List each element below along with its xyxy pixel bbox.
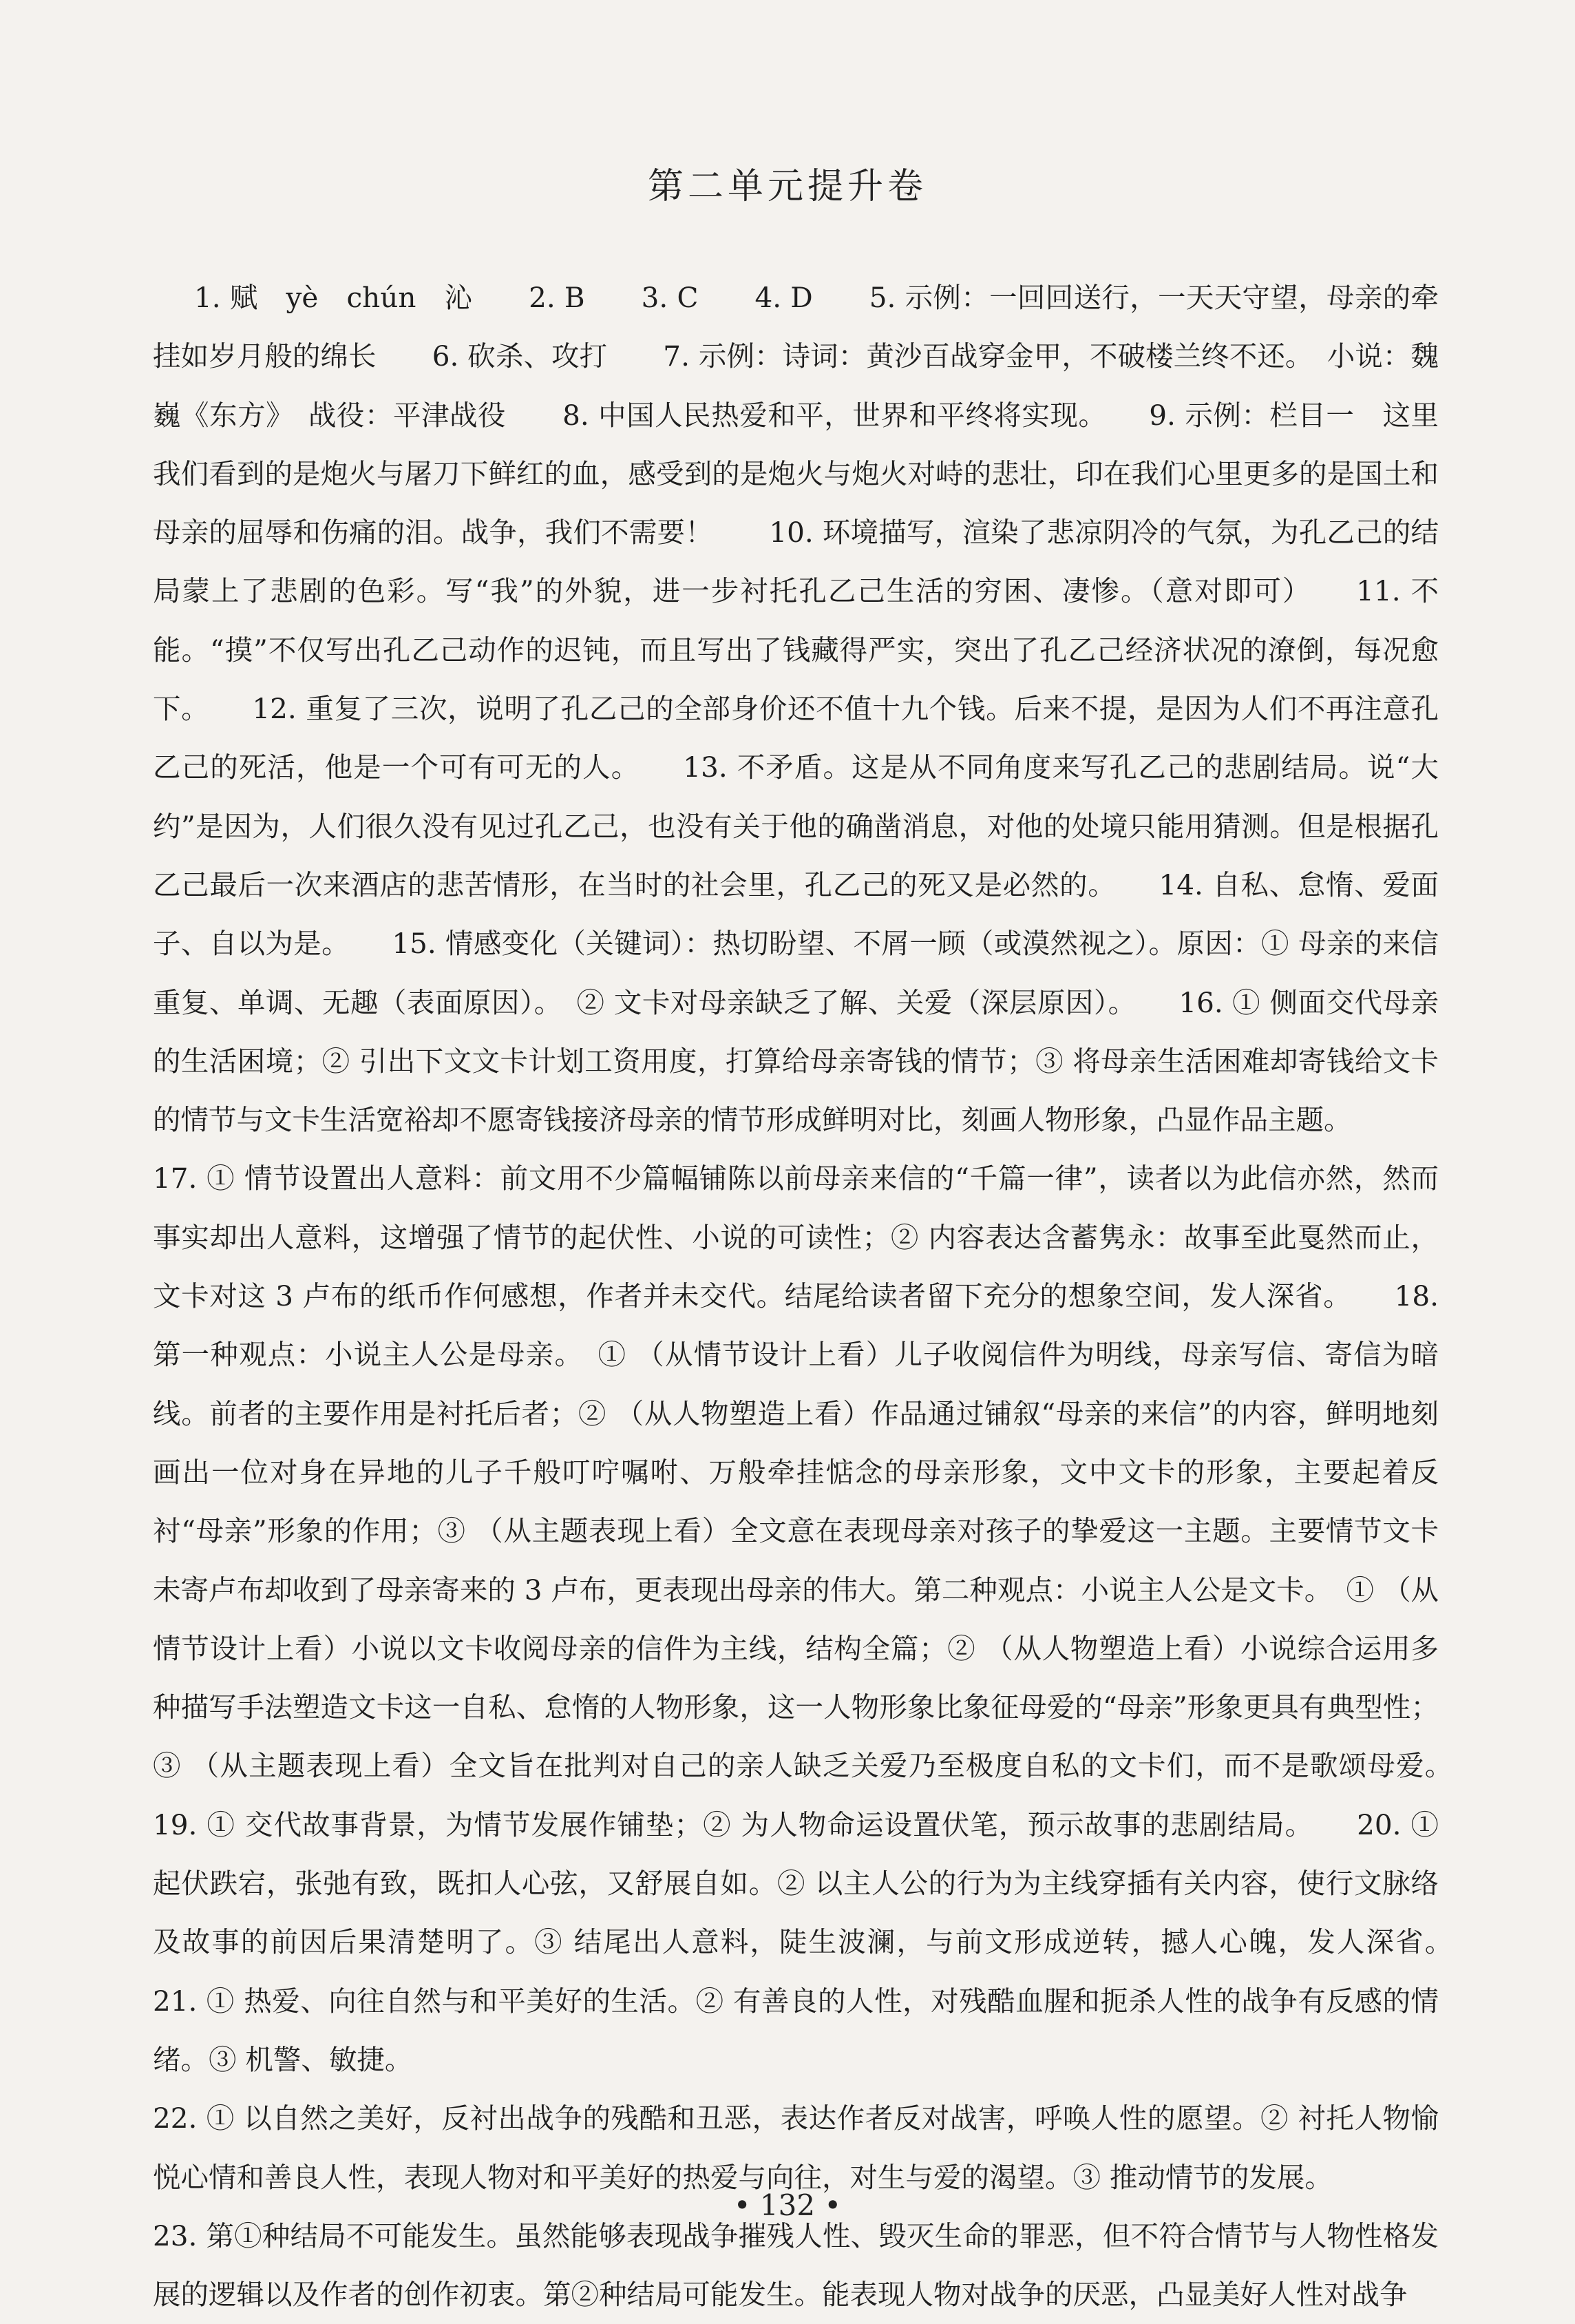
page-title: 第二单元提升卷 <box>647 166 927 207</box>
answer-content <box>153 269 1494 2324</box>
answer-paragraph-4: 23. 第①种结局不可能发生。虽然能够表现战争摧残人性、毁灭生命的罪恶，但不符合情节与人物性格发展的逻辑以及作者的创作初衷。第②种结局可能发生。能表现人物对战争的厌恶，凸显美好人性对战争 <box>153 2219 1439 2312</box>
answer-paragraph-2: 17. ① 情节设置出人意料：前文用不少篇幅铺陈以前母亲来信的“千篇一律”，读者以为此信亦然，然而事实却出人意料，这增强了情节的起伏性、小说的可读性；② 内容表达含蓄隽永：故事至此戛然而止，文卡对这 3 卢布的纸币作何感想，作者并未交代。结尾给读者留下充分的想象空间，发人深省。 18. 第一种观点：小说主人公是母亲。 ① （从情节设计上看）儿子收阅信件为明线，母亲写信、寄信为暗线。前者的主要作用是衬托后者；② （从人物塑造上看）作品通过铺叙“母亲的来信”的内容，鲜明地刻画出一位对身在异地的儿子千般叮咛嘱咐、万般牵挂惦念的母亲形象，文中文卡的形象，主要起着反衬“母亲”形象的作用；③ （从主题表现上看）全文意在表现母亲对孩子的挚爱这一主题。主要情节文卡未寄卢布却收到了母亲寄来的 3 卢布，更表现出母亲的伟大。第二种观点：小说主人公是文卡。 ① （从情节设计上看）小说以文卡收阅母亲的信件为主线，结构全篇；② （从人物塑造上看）小说综合运用多种描写手法塑造文卡这一自私、怠惰的人物形象，这一人物形象比象征母爱的“母亲”形象更具有典型性；③ （从主题表现上看）全文旨在批判对自己的亲人缺乏关爱乃至极度自私的文卡们，而不是歌颂母爱。 19. ① 交代故事背景，为情节发展作铺垫；② 为人物命运设置伏笔，预示故事的悲剧结局。 20. ① 起伏跌宕，张弛有致，既扣人心弦，又舒展自如。② 以主人公的行为为主线穿插有关内容，使行文脉络及故事的前因后果清楚明了。③ 结尾出人意料，陡生波澜，与前文形成逆转，撼人心魄，发人深省。 21. ① 热爱、向往自然与和平美好的生活。② 有善良的人性，对残酷血腥和扼杀人性的战争有反感的情绪。③ 机警、敏捷。 <box>153 1162 1494 2076</box>
answer-paragraph-3: 22. ① 以自然之美好，反衬出战争的残酷和丑恶，表达作者反对战害，呼唤人性的愿望。② 衬托人物愉悦心情和善良人性，表现人物对和平美好的热爱与向往，对生与爱的渴望。③ 推动情节的发展。 <box>153 2102 1439 2194</box>
answer-paragraph-1: 1. 赋 yè chún 沁 2. B 3. C 4. D 5. 示例：一回回送行，一天天守望，母亲的牵挂如岁月般的绵长 6. 砍杀、攻打 7. 示例：诗词：黄沙百战穿金甲，不破楼兰终不还。 小说：魏巍《东方》 战役：平津战役 8. 中国人民热爱和平，世界和平终将实现。 9. 示例：栏目一 这里我们看到的是炮火与屠刀下鲜红的血，感受到的是炮火与炮火对峙的悲壮，印在我们心里更多的是国土和母亲的屈辱和伤痛的泪。战争，我们不需要！ 10. 环境描写，渲染了悲凉阴冷的气氛，为孔乙己的结局蒙上了悲剧的色彩。写“我”的外貌，进一步衬托孔乙己生活的穷困、凄惨。（意对即可） 11. 不能。“摸”不仅写出孔乙己动作的迟钝，而且写出了钱藏得严实，突出了孔乙己经济状况的潦倒，每况愈下。 12. 重复了三次，说明了孔乙己的全部身价还不值十九个钱。后来不提，是因为人们不再注意孔乙己的死活，他是一个可有可无的人。 13. 不矛盾。这是从不同角度来写孔乙己的悲剧结局。说“大约”是因为，人们很久没有见过孔乙己，也没有关于他的确凿消息，对他的处境只能用猜测。但是根据孔乙己最后一次来酒店的悲苦情形，在当时的社会里，孔乙己的死又是必然的。 14. 自私、怠惰、爱面子、自以为是。 15. 情感变化（关键词）：热切盼望、不屑一顾（或漠然视之）。原因：① 母亲的来信重复、单调、无趣（表面原因）。 ② 文卡对母亲缺乏了解、关爱（深层原因）。 16. ① 侧面交代母亲的生活困境；② 引出下文文卡计划工资用度，打算给母亲寄钱的情节；③ 将母亲生活困难却寄钱给文卡的情节与文卡生活宽裕却不愿寄钱接济母亲的情节形成鲜明对比，刻画人物形象，凸显作品主题。 <box>153 281 1439 1137</box>
page-number: • 132 • <box>733 2188 842 2222</box>
